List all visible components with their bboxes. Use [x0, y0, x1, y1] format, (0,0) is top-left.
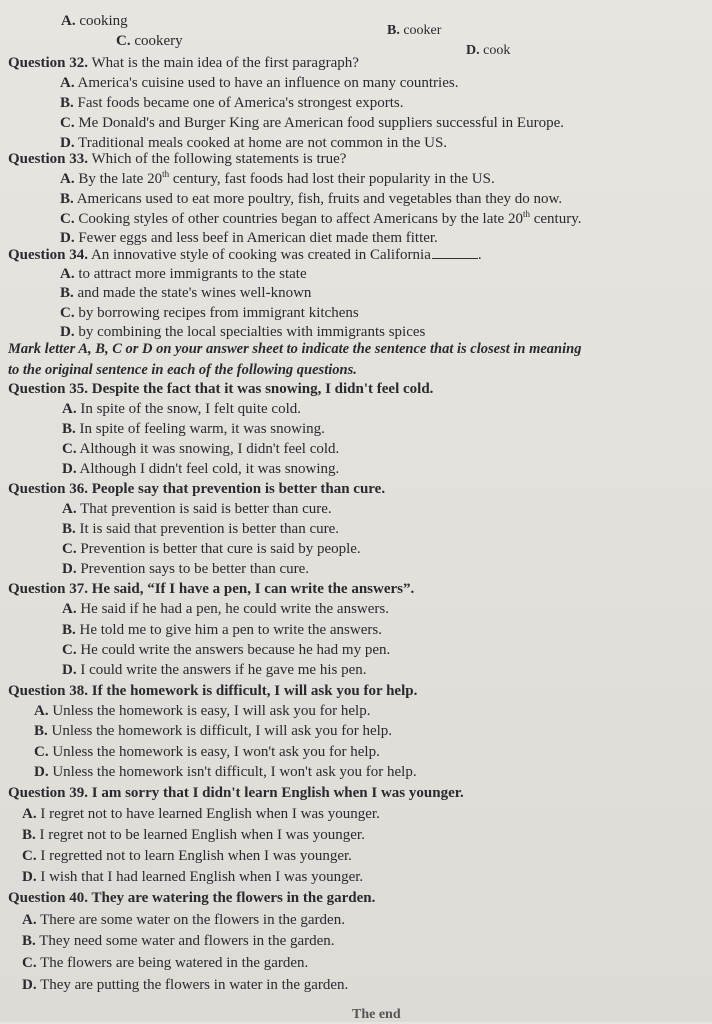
question-35-stem: Question 35. Despite the fact that it was snowing, I didn't feel cold.: [8, 381, 434, 397]
q39-option-b: B. I regret not to be learned English when I was younger.: [22, 827, 365, 843]
q38-option-c: C. Unless the homework is easy, I won't ask you for help.: [34, 744, 380, 760]
q36-option-d: D. Prevention says to be better than cure.: [62, 561, 310, 577]
q40-option-a: A. There are some water on the flowers in the garden.: [22, 912, 345, 928]
q39-option-a: A. I regret not to have learned English when I was younger.: [22, 806, 380, 822]
end-marker: The end: [352, 1007, 401, 1022]
q37-option-b: B. He told me to give him a pen to write the answers.: [62, 622, 382, 638]
question-36-stem: Question 36. People say that prevention is better than cure.: [8, 481, 386, 497]
q35-option-c: C. Although it was snowing, I didn't feel cold.: [62, 441, 340, 457]
q39-option-c: C. I regretted not to learn English when I was younger.: [22, 848, 352, 864]
q40-option-b: B. They need some water and flowers in the garden.: [22, 933, 335, 949]
section-instruction-line-2: to the original sentence in each of the following questions.: [8, 362, 357, 378]
prev-option-c: C. cookery: [116, 33, 183, 49]
q39-option-d: D. I wish that I had learned English when I was younger.: [22, 869, 364, 885]
q32-option-b: B. Fast foods became one of America's strongest exports.: [60, 95, 404, 111]
q32-option-d: D. Traditional meals cooked at home are not common in the US.: [60, 135, 448, 151]
q35-option-b: B. In spite of feeling warm, it was snowing.: [62, 421, 325, 437]
q37-option-c: C. He could write the answers because he had my pen.: [62, 642, 391, 658]
prev-option-d: D. cook: [466, 43, 511, 58]
q33-option-d: D. Fewer eggs and less beef in American diet made them fitter.: [60, 230, 438, 246]
section-instruction-line-1: Mark letter A, B, C or D on your answer sheet to indicate the sentence that is closest in meaning: [8, 341, 582, 357]
question-40-stem: Question 40. They are watering the flowers in the garden.: [8, 890, 376, 906]
question-34-stem: Question 34. An innovative style of cooking was created in California .: [8, 247, 482, 263]
question-32-stem: Question 32. What is the main idea of the first paragraph?: [8, 55, 359, 71]
q37-option-d: D. I could write the answers if he gave me his pen.: [62, 662, 367, 678]
q36-option-c: C. Prevention is better that cure is said by people.: [62, 541, 361, 557]
q33-option-a: A. By the late 20th century, fast foods had lost their popularity in the US.: [60, 169, 495, 187]
q34-option-a: A. to attract more immigrants to the state: [60, 266, 307, 282]
q40-option-d: D. They are putting the flowers in water in the garden.: [22, 977, 349, 993]
prev-option-a: A. cooking: [61, 13, 128, 29]
question-39-stem: Question 39. I am sorry that I didn't learn English when I was younger.: [8, 785, 464, 801]
q37-option-a: A. He said if he had a pen, he could write the answers.: [62, 601, 389, 617]
q40-option-c: C. The flowers are being watered in the garden.: [22, 955, 309, 971]
answer-blank: [432, 258, 478, 259]
q38-option-a: A. Unless the homework is easy, I will ask you for help.: [34, 703, 371, 719]
q35-option-d: D. Although I didn't feel cold, it was snowing.: [62, 461, 340, 477]
q32-option-c: C. Me Donald's and Burger King are American food suppliers successful in Europe.: [60, 115, 564, 131]
question-33-stem: Question 33. Which of the following statements is true?: [8, 151, 347, 167]
q34-option-c: C. by borrowing recipes from immigrant kitchens: [60, 305, 359, 321]
q36-option-b: B. It is said that prevention is better than cure.: [62, 521, 340, 537]
q33-option-c: C. Cooking styles of other countries began to affect Americans by the late 20th century.: [60, 209, 582, 227]
question-38-stem: Question 38. If the homework is difficult, I will ask you for help.: [8, 683, 418, 699]
q36-option-a: A. That prevention is said is better than cure.: [62, 501, 332, 517]
q38-option-d: D. Unless the homework isn't difficult, I won't ask you for help.: [34, 764, 417, 780]
q33-option-b: B. Americans used to eat more poultry, fish, fruits and vegetables than they do now.: [60, 191, 563, 207]
q34-option-d: D. by combining the local specialties with immigrants spices: [60, 324, 426, 340]
question-37-stem: Question 37. He said, “If I have a pen, I can write the answers”.: [8, 581, 415, 597]
q32-option-a: A. America's cuisine used to have an influence on many countries.: [60, 75, 459, 91]
prev-option-b: B. cooker: [387, 23, 442, 38]
q38-option-b: B. Unless the homework is difficult, I will ask you for help.: [34, 723, 393, 739]
q35-option-a: A. In spite of the snow, I felt quite cold.: [62, 401, 301, 417]
q34-option-b: B. and made the state's wines well-known: [60, 285, 312, 301]
